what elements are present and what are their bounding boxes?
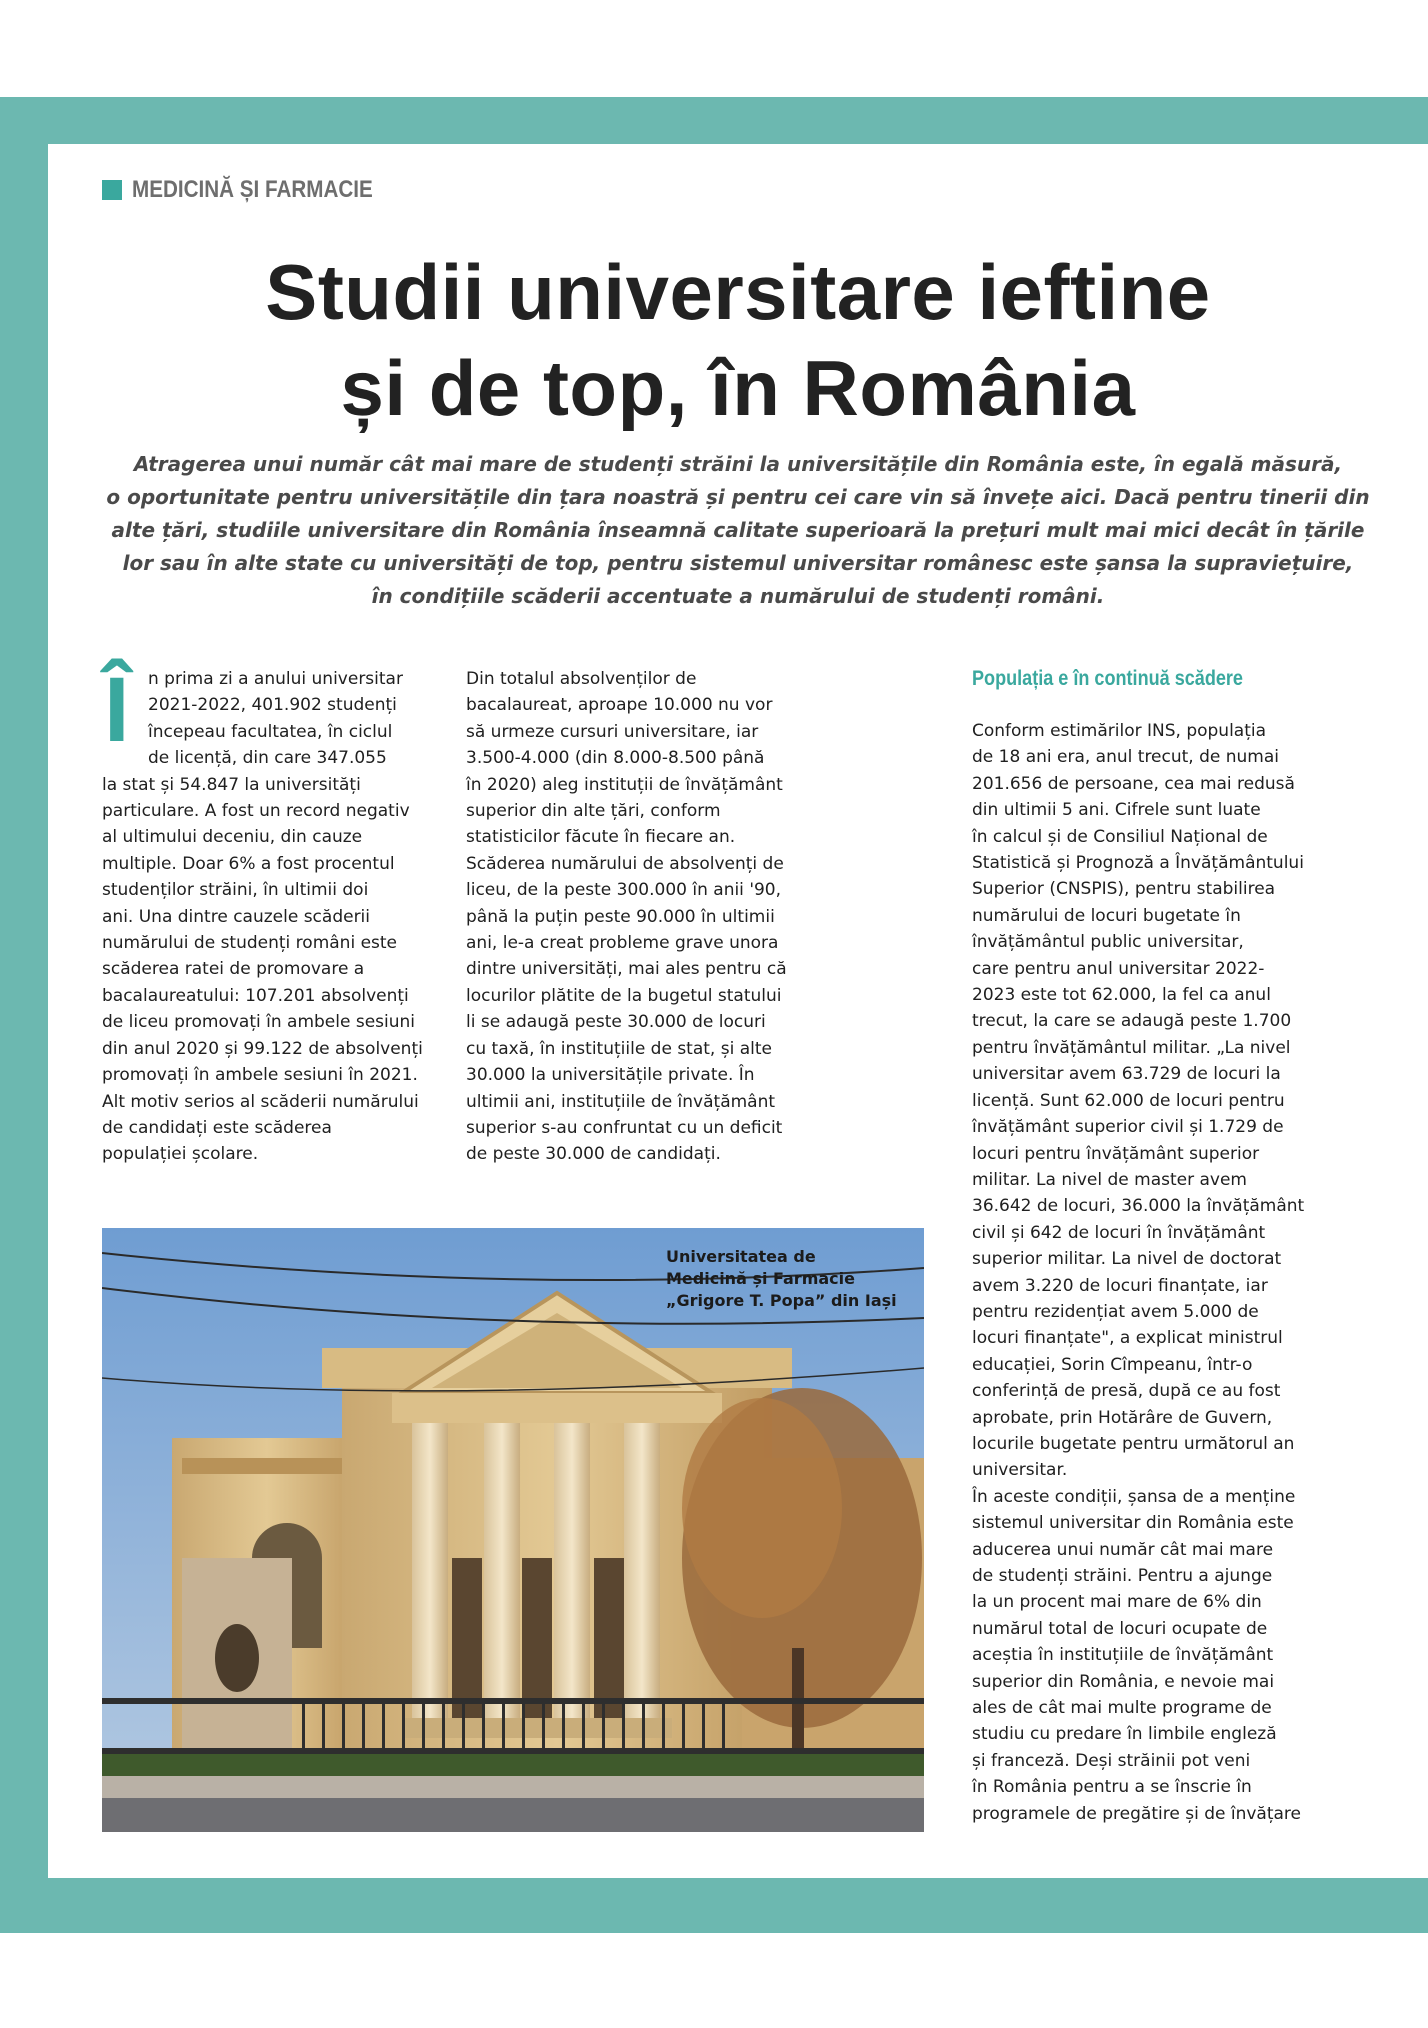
subheading: Populația e în continuă scădere <box>972 667 1243 690</box>
title-line: Studii universitare ieftine <box>265 248 1211 336</box>
lead-line: o oportunitate pentru universitățile din țara noastră și pentru cei care vin să învețe aici. Dacă pentru tinerii din <box>106 485 1370 509</box>
photo-caption: Universitatea de Medicină și Farmacie „Grigore T. Popa” din Iași <box>666 1247 897 1310</box>
column-3-paragraph-1: Conform estimărilor INS, populația de 18 ani era, anul trecut, de numai 201.656 de persoane, cea mai redusă din ultimii 5 ani. Cifrele sunt luate în calcul și de Consiliul Național de Statistică și Prognoză a Învățământului Superior (CNSPIS), pentru stabilirea numărului de locuri bugetate în învățământul public universitar, care pentru anul universitar 2022- 2023 este tot 62.000, la fel ca anul trecut, la care se adaugă peste 1.700 pentru învățământul militar. „La nivel universitar avem 63.729 de locuri la licență. Sunt 62.000 de locuri pentru învățământ superior civil și 1.729 de locuri pentru învățământ superior militar. La nivel de master avem 36.642 de locuri, 36.000 la învățământ civil și 642 de locuri în învățământ superior militar. La nivel de doctorat avem 3.220 de locuri finanțate, iar pentru rezidențiat avem 5.000 de locuri finanțate", a explicat ministrul educației, Sorin Cîmpeanu, într-o conferință de presă, după ce au fost aprobate, prin Hotărâre de Guvern, locurile bugetate pentru următorul an universitar. <box>972 721 1305 1481</box>
article-lead <box>88 448 1388 613</box>
dropcap-letter: Î <box>104 659 130 761</box>
lead-line: lor sau în alte state cu universități de top, pentru sistemul universitar românesc este șansa la supraviețuire, <box>122 551 1354 575</box>
lead-line: în condițiile scăderii accentuate a numărului de studenți români. <box>371 584 1105 608</box>
university-photo <box>102 1228 924 1832</box>
section-square-icon <box>102 180 122 200</box>
article-title <box>88 244 1388 436</box>
title-line: și de top, în România <box>340 344 1136 432</box>
column-1 <box>102 659 442 1168</box>
column-3 <box>972 666 1332 1827</box>
column-2 <box>466 666 806 1168</box>
column-1-paragraph: n prima zi a anului universitar 2021-2022, 401.902 studenți începeau facultatea, în ciclul de licență, din care 347.055 la stat și 54.847 la universități particulare. A fost un record negativ al ultimului deceniu, din cauze multiple. Doar 6% a fost procentul studenților străini, în ultimii doi ani. Una dintre cauzele scăderii numărului de studenți români este scăderea ratei de promovare a bacalaureatului: 107.201 absolvenți de liceu promovați în ambele sesiuni din anul 2020 și 99.122 de absolvenți promovați în ambele sesiuni în 2021. Alt motiv serios al scăderii numărului de candidați este scăderea populației școlare. <box>102 669 423 1165</box>
column-3-paragraph-2: În aceste condiții, șansa de a menține sistemul universitar din România este aducerea unui număr cât mai mare de studenți străini. Pentru a ajunge la un procent mai mare de 6% din numărul total de locuri ocupate de aceștia în instituțiile de învățământ superior din România, e nevoie mai ales de cât mai multe programe de studiu cu predare în limbile engleză și franceză. Deși străinii pot veni în România pentru a se înscrie în programele de pregătire și de învățare <box>972 1486 1301 1824</box>
university-building-illustration <box>102 1228 924 1832</box>
lead-line: Atragerea unui număr cât mai mare de studenți străini la universitățile din România este, în egală măsură, <box>133 452 1343 476</box>
section-label: MEDICINĂ ȘI FARMACIE <box>132 176 373 203</box>
section-tag <box>102 178 412 202</box>
column-2-paragraph: Din totalul absolvenților de bacalaureat, aproape 10.000 nu vor să urmeze cursuri universitare, iar 3.500-4.000 (din 8.000-8.500 până în 2020) aleg instituții de învățământ superior din alte țări, conform statisticilor făcute în fiecare an. Scăderea numărului de absolvenți de liceu, de la peste 300.000 în anii '90, până la puțin peste 90.000 în ultimii ani, le-a creat probleme grave unora dintre universități, mai ales pentru că locurilor plătite de la bugetul statului li se adaugă peste 30.000 de locuri cu taxă, în instituțiile de stat, și alte 30.000 la universitățile private. În ultimii ani, instituțiile de învățământ superior s-au confruntat cu un deficit de peste 30.000 de candidați. <box>466 669 787 1165</box>
article-page <box>48 144 1428 1878</box>
lead-line: alte țări, studiile universitare din România înseamnă calitate superioară la prețuri mult mai mici decât în țările <box>111 518 1365 542</box>
